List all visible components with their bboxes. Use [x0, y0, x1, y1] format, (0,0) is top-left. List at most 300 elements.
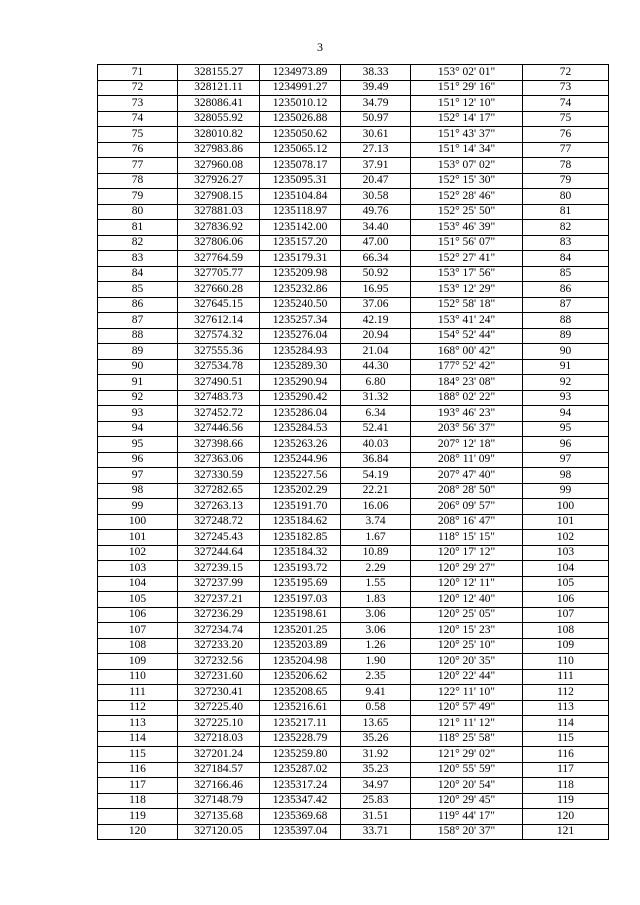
bearing-cell: 120° 20' 54" — [411, 778, 523, 794]
y-coordinate-cell: 1235065.12 — [260, 142, 341, 158]
next-point-number-cell: 110 — [523, 654, 609, 670]
distance-cell: 25.83 — [341, 793, 411, 809]
page-number: 3 — [317, 40, 323, 54]
distance-cell: 52.41 — [341, 421, 411, 437]
point-number-cell: 107 — [98, 623, 178, 639]
next-point-number-cell: 98 — [523, 468, 609, 484]
point-number-cell: 116 — [98, 762, 178, 778]
distance-cell: 39.49 — [341, 80, 411, 96]
table-row — [98, 514, 609, 530]
bearing-cell: 120° 12' 40" — [411, 592, 523, 608]
bearing-cell: 154° 52' 44" — [411, 328, 523, 344]
distance-cell: 13.65 — [341, 716, 411, 732]
distance-cell: 9.41 — [341, 685, 411, 701]
next-point-number-cell: 116 — [523, 747, 609, 763]
next-point-number-cell: 79 — [523, 173, 609, 189]
next-point-number-cell: 87 — [523, 297, 609, 313]
y-coordinate-cell: 1235228.79 — [260, 731, 341, 747]
x-coordinate-cell: 327555.36 — [178, 344, 260, 360]
next-point-number-cell: 86 — [523, 282, 609, 298]
y-coordinate-cell: 1235197.03 — [260, 592, 341, 608]
bearing-cell: 168° 00' 42" — [411, 344, 523, 360]
y-coordinate-cell: 1235284.93 — [260, 344, 341, 360]
y-coordinate-cell: 1235397.04 — [260, 824, 341, 840]
point-number-cell: 89 — [98, 344, 178, 360]
x-coordinate-cell: 327612.14 — [178, 313, 260, 329]
table-row — [98, 282, 609, 298]
table-row — [98, 328, 609, 344]
table-row — [98, 607, 609, 623]
y-coordinate-cell: 1235217.11 — [260, 716, 341, 732]
next-point-number-cell: 76 — [523, 127, 609, 143]
bearing-cell: 153° 46' 39" — [411, 220, 523, 236]
table-row — [98, 545, 609, 561]
x-coordinate-cell: 328010.82 — [178, 127, 260, 143]
table-row — [98, 654, 609, 670]
x-coordinate-cell: 327201.24 — [178, 747, 260, 763]
x-coordinate-cell: 327446.56 — [178, 421, 260, 437]
x-coordinate-cell: 327534.78 — [178, 359, 260, 375]
y-coordinate-cell: 1235347.42 — [260, 793, 341, 809]
distance-cell: 1.26 — [341, 638, 411, 654]
next-point-number-cell: 72 — [523, 65, 609, 81]
point-number-cell: 79 — [98, 189, 178, 205]
bearing-cell: 120° 29' 45" — [411, 793, 523, 809]
x-coordinate-cell: 327263.13 — [178, 499, 260, 515]
table-row — [98, 778, 609, 794]
table-row — [98, 499, 609, 515]
point-number-cell: 118 — [98, 793, 178, 809]
x-coordinate-cell: 327764.59 — [178, 251, 260, 267]
next-point-number-cell: 102 — [523, 530, 609, 546]
x-coordinate-cell: 328121.11 — [178, 80, 260, 96]
table-row — [98, 220, 609, 236]
bearing-cell: 193° 46' 23" — [411, 406, 523, 422]
point-number-cell: 84 — [98, 266, 178, 282]
next-point-number-cell: 115 — [523, 731, 609, 747]
x-coordinate-cell: 327660.28 — [178, 282, 260, 298]
bearing-cell: 188° 02' 22" — [411, 390, 523, 406]
next-point-number-cell: 114 — [523, 716, 609, 732]
bearing-cell: 208° 11' 09" — [411, 452, 523, 468]
next-point-number-cell: 77 — [523, 142, 609, 158]
point-number-cell: 87 — [98, 313, 178, 329]
table-row — [98, 669, 609, 685]
distance-cell: 6.80 — [341, 375, 411, 391]
distance-cell: 6.34 — [341, 406, 411, 422]
distance-cell: 30.58 — [341, 189, 411, 205]
y-coordinate-cell: 1235284.53 — [260, 421, 341, 437]
distance-cell: 3.06 — [341, 623, 411, 639]
y-coordinate-cell: 1235289.30 — [260, 359, 341, 375]
point-number-cell: 80 — [98, 204, 178, 220]
table-row — [98, 530, 609, 546]
distance-cell: 10.89 — [341, 545, 411, 561]
next-point-number-cell: 105 — [523, 576, 609, 592]
point-number-cell: 83 — [98, 251, 178, 267]
table-row — [98, 793, 609, 809]
y-coordinate-cell: 1235216.61 — [260, 700, 341, 716]
distance-cell: 66.34 — [341, 251, 411, 267]
next-point-number-cell: 108 — [523, 623, 609, 639]
point-number-cell: 71 — [98, 65, 178, 81]
y-coordinate-cell: 1235317.24 — [260, 778, 341, 794]
distance-cell: 36.84 — [341, 452, 411, 468]
y-coordinate-cell: 1235157.20 — [260, 235, 341, 251]
distance-cell: 54.19 — [341, 468, 411, 484]
point-number-cell: 101 — [98, 530, 178, 546]
y-coordinate-cell: 1235193.72 — [260, 561, 341, 577]
y-coordinate-cell: 1235184.62 — [260, 514, 341, 530]
bearing-cell: 119° 44' 17" — [411, 809, 523, 825]
next-point-number-cell: 83 — [523, 235, 609, 251]
next-point-number-cell: 101 — [523, 514, 609, 530]
next-point-number-cell: 111 — [523, 669, 609, 685]
x-coordinate-cell: 327881.03 — [178, 204, 260, 220]
table-row — [98, 561, 609, 577]
table-row — [98, 235, 609, 251]
table-row — [98, 809, 609, 825]
y-coordinate-cell: 1234991.27 — [260, 80, 341, 96]
distance-cell: 34.40 — [341, 220, 411, 236]
bearing-cell: 152° 15' 30" — [411, 173, 523, 189]
distance-cell: 3.74 — [341, 514, 411, 530]
coordinates-table — [97, 64, 609, 840]
x-coordinate-cell: 327926.27 — [178, 173, 260, 189]
x-coordinate-cell: 327230.41 — [178, 685, 260, 701]
point-number-cell: 115 — [98, 747, 178, 763]
next-point-number-cell: 104 — [523, 561, 609, 577]
table-row — [98, 437, 609, 453]
x-coordinate-cell: 327452.72 — [178, 406, 260, 422]
table-row — [98, 204, 609, 220]
y-coordinate-cell: 1235263.26 — [260, 437, 341, 453]
distance-cell: 40.03 — [341, 437, 411, 453]
next-point-number-cell: 120 — [523, 809, 609, 825]
distance-cell: 20.94 — [341, 328, 411, 344]
distance-cell: 31.92 — [341, 747, 411, 763]
distance-cell: 16.95 — [341, 282, 411, 298]
table-row — [98, 266, 609, 282]
x-coordinate-cell: 327231.60 — [178, 669, 260, 685]
x-coordinate-cell: 327239.15 — [178, 561, 260, 577]
y-coordinate-cell: 1235240.50 — [260, 297, 341, 313]
distance-cell: 35.23 — [341, 762, 411, 778]
next-point-number-cell: 92 — [523, 375, 609, 391]
bearing-cell: 207° 12' 18" — [411, 437, 523, 453]
bearing-cell: 158° 20' 37" — [411, 824, 523, 840]
y-coordinate-cell: 1235202.29 — [260, 483, 341, 499]
point-number-cell: 92 — [98, 390, 178, 406]
x-coordinate-cell: 327232.56 — [178, 654, 260, 670]
next-point-number-cell: 99 — [523, 483, 609, 499]
next-point-number-cell: 90 — [523, 344, 609, 360]
point-number-cell: 93 — [98, 406, 178, 422]
bearing-cell: 120° 25' 05" — [411, 607, 523, 623]
table-row — [98, 716, 609, 732]
x-coordinate-cell: 327225.10 — [178, 716, 260, 732]
point-number-cell: 78 — [98, 173, 178, 189]
x-coordinate-cell: 327806.06 — [178, 235, 260, 251]
point-number-cell: 72 — [98, 80, 178, 96]
table-row — [98, 142, 609, 158]
next-point-number-cell: 97 — [523, 452, 609, 468]
table-row — [98, 406, 609, 422]
x-coordinate-cell: 327363.06 — [178, 452, 260, 468]
y-coordinate-cell: 1235232.86 — [260, 282, 341, 298]
next-point-number-cell: 75 — [523, 111, 609, 127]
point-number-cell: 111 — [98, 685, 178, 701]
distance-cell: 2.29 — [341, 561, 411, 577]
bearing-cell: 153° 12' 29" — [411, 282, 523, 298]
y-coordinate-cell: 1235257.34 — [260, 313, 341, 329]
distance-cell: 37.91 — [341, 158, 411, 174]
next-point-number-cell: 84 — [523, 251, 609, 267]
distance-cell: 30.61 — [341, 127, 411, 143]
bearing-cell: 151° 56' 07" — [411, 235, 523, 251]
distance-cell: 42.19 — [341, 313, 411, 329]
next-point-number-cell: 121 — [523, 824, 609, 840]
bearing-cell: 122° 11' 10" — [411, 685, 523, 701]
next-point-number-cell: 91 — [523, 359, 609, 375]
x-coordinate-cell: 328055.92 — [178, 111, 260, 127]
bearing-cell: 152° 27' 41" — [411, 251, 523, 267]
point-number-cell: 94 — [98, 421, 178, 437]
point-number-cell: 75 — [98, 127, 178, 143]
table-row — [98, 623, 609, 639]
table-row — [98, 390, 609, 406]
table-row — [98, 313, 609, 329]
y-coordinate-cell: 1235286.04 — [260, 406, 341, 422]
table-row — [98, 421, 609, 437]
next-point-number-cell: 100 — [523, 499, 609, 515]
point-number-cell: 81 — [98, 220, 178, 236]
y-coordinate-cell: 1235203.89 — [260, 638, 341, 654]
next-point-number-cell: 85 — [523, 266, 609, 282]
bearing-cell: 118° 25' 58" — [411, 731, 523, 747]
point-number-cell: 99 — [98, 499, 178, 515]
bearing-cell: 151° 12' 10" — [411, 96, 523, 112]
x-coordinate-cell: 327645.15 — [178, 297, 260, 313]
bearing-cell: 151° 43' 37" — [411, 127, 523, 143]
distance-cell: 21.04 — [341, 344, 411, 360]
y-coordinate-cell: 1235201.25 — [260, 623, 341, 639]
x-coordinate-cell: 327490.51 — [178, 375, 260, 391]
distance-cell: 20.47 — [341, 173, 411, 189]
point-number-cell: 102 — [98, 545, 178, 561]
bearing-cell: 118° 15' 15" — [411, 530, 523, 546]
bearing-cell: 152° 14' 17" — [411, 111, 523, 127]
y-coordinate-cell: 1235290.42 — [260, 390, 341, 406]
point-number-cell: 73 — [98, 96, 178, 112]
y-coordinate-cell: 1235227.56 — [260, 468, 341, 484]
next-point-number-cell: 113 — [523, 700, 609, 716]
point-number-cell: 95 — [98, 437, 178, 453]
point-number-cell: 104 — [98, 576, 178, 592]
point-number-cell: 88 — [98, 328, 178, 344]
x-coordinate-cell: 327135.68 — [178, 809, 260, 825]
bearing-cell: 120° 29' 27" — [411, 561, 523, 577]
x-coordinate-cell: 327330.59 — [178, 468, 260, 484]
table-row — [98, 483, 609, 499]
bearing-cell: 208° 28' 50" — [411, 483, 523, 499]
x-coordinate-cell: 327166.46 — [178, 778, 260, 794]
point-number-cell: 86 — [98, 297, 178, 313]
bearing-cell: 208° 16' 47" — [411, 514, 523, 530]
y-coordinate-cell: 1235179.31 — [260, 251, 341, 267]
next-point-number-cell: 117 — [523, 762, 609, 778]
point-number-cell: 77 — [98, 158, 178, 174]
x-coordinate-cell: 327237.99 — [178, 576, 260, 592]
table-row — [98, 251, 609, 267]
y-coordinate-cell: 1235208.65 — [260, 685, 341, 701]
x-coordinate-cell: 327236.29 — [178, 607, 260, 623]
bearing-cell: 207° 47' 40" — [411, 468, 523, 484]
bearing-cell: 152° 25' 50" — [411, 204, 523, 220]
x-coordinate-cell: 327483.73 — [178, 390, 260, 406]
point-number-cell: 91 — [98, 375, 178, 391]
point-number-cell: 97 — [98, 468, 178, 484]
bearing-cell: 152° 58' 18" — [411, 297, 523, 313]
next-point-number-cell: 107 — [523, 607, 609, 623]
bearing-cell: 120° 57' 49" — [411, 700, 523, 716]
bearing-cell: 203° 56' 37" — [411, 421, 523, 437]
table-row — [98, 592, 609, 608]
y-coordinate-cell: 1235010.12 — [260, 96, 341, 112]
next-point-number-cell: 81 — [523, 204, 609, 220]
point-number-cell: 85 — [98, 282, 178, 298]
distance-cell: 50.92 — [341, 266, 411, 282]
y-coordinate-cell: 1235078.17 — [260, 158, 341, 174]
bearing-cell: 120° 25' 10" — [411, 638, 523, 654]
bearing-cell: 120° 22' 44" — [411, 669, 523, 685]
bearing-cell: 120° 20' 35" — [411, 654, 523, 670]
table-row — [98, 127, 609, 143]
x-coordinate-cell: 327234.74 — [178, 623, 260, 639]
x-coordinate-cell: 327705.77 — [178, 266, 260, 282]
next-point-number-cell: 103 — [523, 545, 609, 561]
next-point-number-cell: 112 — [523, 685, 609, 701]
bearing-cell: 152° 28' 46" — [411, 189, 523, 205]
point-number-cell: 74 — [98, 111, 178, 127]
table-row — [98, 452, 609, 468]
x-coordinate-cell: 327908.15 — [178, 189, 260, 205]
table-row — [98, 158, 609, 174]
table-row — [98, 65, 609, 81]
table-row — [98, 344, 609, 360]
next-point-number-cell: 82 — [523, 220, 609, 236]
bearing-cell: 121° 29' 02" — [411, 747, 523, 763]
table-row — [98, 762, 609, 778]
distance-cell: 3.06 — [341, 607, 411, 623]
x-coordinate-cell: 328086.41 — [178, 96, 260, 112]
distance-cell: 44.30 — [341, 359, 411, 375]
distance-cell: 34.97 — [341, 778, 411, 794]
table-row — [98, 824, 609, 840]
y-coordinate-cell: 1235369.68 — [260, 809, 341, 825]
y-coordinate-cell: 1235276.04 — [260, 328, 341, 344]
bearing-cell: 151° 14' 34" — [411, 142, 523, 158]
distance-cell: 1.67 — [341, 530, 411, 546]
next-point-number-cell: 78 — [523, 158, 609, 174]
distance-cell: 0.58 — [341, 700, 411, 716]
x-coordinate-cell: 327245.43 — [178, 530, 260, 546]
distance-cell: 37.06 — [341, 297, 411, 313]
y-coordinate-cell: 1235026.88 — [260, 111, 341, 127]
point-number-cell: 96 — [98, 452, 178, 468]
x-coordinate-cell: 327244.64 — [178, 545, 260, 561]
y-coordinate-cell: 1235209.98 — [260, 266, 341, 282]
x-coordinate-cell: 328155.27 — [178, 65, 260, 81]
distance-cell: 16.06 — [341, 499, 411, 515]
x-coordinate-cell: 327248.72 — [178, 514, 260, 530]
point-number-cell: 120 — [98, 824, 178, 840]
distance-cell: 34.79 — [341, 96, 411, 112]
point-number-cell: 82 — [98, 235, 178, 251]
distance-cell: 22.21 — [341, 483, 411, 499]
bearing-cell: 184° 23' 08" — [411, 375, 523, 391]
y-coordinate-cell: 1235050.62 — [260, 127, 341, 143]
next-point-number-cell: 80 — [523, 189, 609, 205]
y-coordinate-cell: 1235244.96 — [260, 452, 341, 468]
table-row — [98, 576, 609, 592]
y-coordinate-cell: 1235195.69 — [260, 576, 341, 592]
x-coordinate-cell: 327282.65 — [178, 483, 260, 499]
bearing-cell: 120° 12' 11" — [411, 576, 523, 592]
next-point-number-cell: 88 — [523, 313, 609, 329]
point-number-cell: 113 — [98, 716, 178, 732]
next-point-number-cell: 95 — [523, 421, 609, 437]
x-coordinate-cell: 327398.66 — [178, 437, 260, 453]
y-coordinate-cell: 1234973.89 — [260, 65, 341, 81]
next-point-number-cell: 96 — [523, 437, 609, 453]
next-point-number-cell: 119 — [523, 793, 609, 809]
point-number-cell: 117 — [98, 778, 178, 794]
y-coordinate-cell: 1235095.31 — [260, 173, 341, 189]
distance-cell: 27.13 — [341, 142, 411, 158]
distance-cell: 1.83 — [341, 592, 411, 608]
point-number-cell: 90 — [98, 359, 178, 375]
bearing-cell: 153° 02' 01" — [411, 65, 523, 81]
x-coordinate-cell: 327836.92 — [178, 220, 260, 236]
x-coordinate-cell: 327233.20 — [178, 638, 260, 654]
y-coordinate-cell: 1235182.85 — [260, 530, 341, 546]
y-coordinate-cell: 1235198.61 — [260, 607, 341, 623]
distance-cell: 49.76 — [341, 204, 411, 220]
table-row — [98, 747, 609, 763]
point-number-cell: 114 — [98, 731, 178, 747]
point-number-cell: 103 — [98, 561, 178, 577]
distance-cell: 31.51 — [341, 809, 411, 825]
distance-cell: 50.97 — [341, 111, 411, 127]
x-coordinate-cell: 327960.08 — [178, 158, 260, 174]
distance-cell: 38.33 — [341, 65, 411, 81]
point-number-cell: 119 — [98, 809, 178, 825]
distance-cell: 35.26 — [341, 731, 411, 747]
coordinates-table-body — [98, 65, 609, 840]
y-coordinate-cell: 1235204.98 — [260, 654, 341, 670]
distance-cell: 33.71 — [341, 824, 411, 840]
distance-cell: 47.00 — [341, 235, 411, 251]
table-row — [98, 700, 609, 716]
x-coordinate-cell: 327184.57 — [178, 762, 260, 778]
point-number-cell: 112 — [98, 700, 178, 716]
distance-cell: 31.32 — [341, 390, 411, 406]
x-coordinate-cell: 327120.05 — [178, 824, 260, 840]
table-row — [98, 685, 609, 701]
bearing-cell: 120° 15' 23" — [411, 623, 523, 639]
table-row — [98, 297, 609, 313]
